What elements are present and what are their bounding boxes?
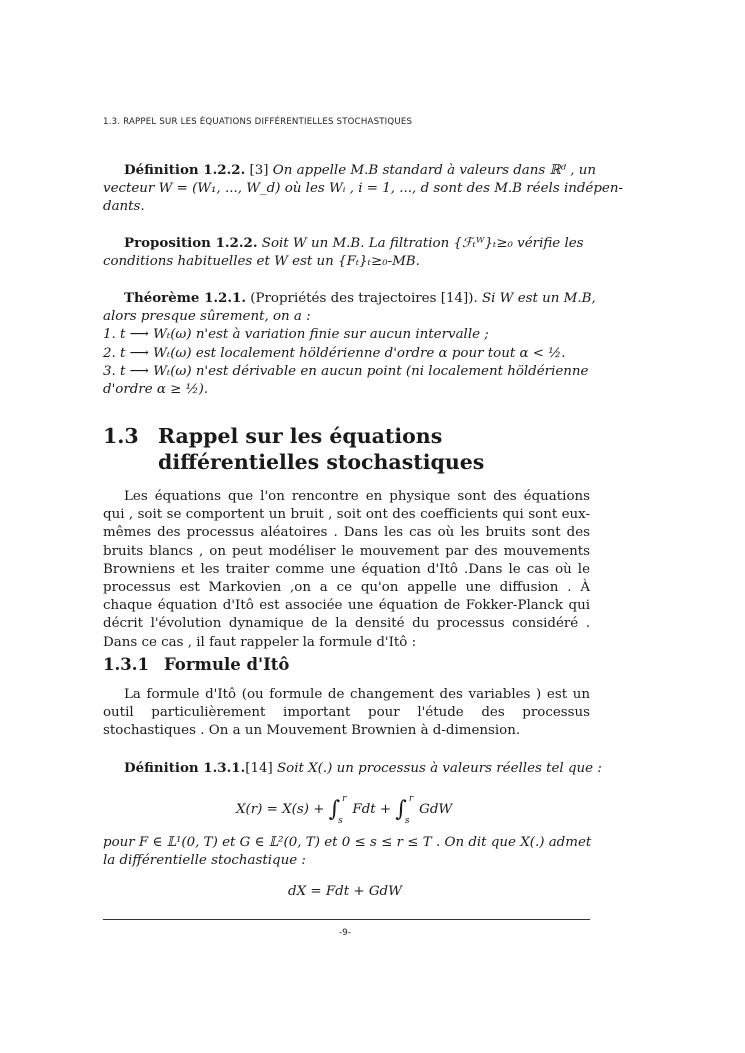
definition-label: Définition 1.2.2. xyxy=(124,162,246,178)
section-number: 1.3 xyxy=(103,424,139,448)
equation-lhs: X(r) = X(s) + xyxy=(236,802,329,817)
proposition-1-2-2 xyxy=(103,234,590,271)
theorem-item-2: 2. t ⟶ Wₜ(ω) est localement höldérienne d'ordre α pour tout α < ½. xyxy=(103,345,566,361)
subsection-title: Formule d'Itô xyxy=(164,655,290,674)
subsection-paragraph: La formule d'Itô (ou formule de changement des variables ) est un outil particulièrement important pour l'étude des processus stochastiques . On a un Mouvement Brownien à d-dimension. xyxy=(103,687,590,739)
theorem-1-2-1 xyxy=(103,289,596,399)
section-title: Rappel sur les équations différentielles stochastiques xyxy=(158,424,485,474)
definition-line-2: vecteur W = (W₁, ..., W_d) où les Wᵢ , i = 1, ..., d sont des M.B réels indépen- xyxy=(103,181,623,197)
integral-sign-2: ∫ xyxy=(395,797,407,822)
integral-2-lower: s xyxy=(404,815,410,826)
integral-2-upper: r xyxy=(408,793,414,804)
integral-1-upper: r xyxy=(342,793,347,804)
section-paragraph: Les équations que l'on rencontre en physique sont des équations qui , soit se comportent un bruit , soit ont des coefficients qui sont eux-mêmes des processus aléatoires . Dans les cas où les bruits sont des bruits blancs , on peut modéliser le mouvement par des mouvements Browniens et les traiter comme une équation d'Itô .Dans le cas où le processus est Markovien ,on a ce qu'on appelle une diffusion . À chaque équation d'Itô est associée une équation de Fokker-Planck qui décrit l'évolution dynamique de la densité du processus considéré . Dans ce cas , il faut rappeler la formule d'Itô : xyxy=(103,489,590,650)
theorem-item-3-cont: d'ordre α ≥ ½). xyxy=(103,382,209,398)
theorem-item-3: 3. t ⟶ Wₜ(ω) n'est dérivable en aucun point (ni localement höldérienne xyxy=(103,363,589,379)
stochastic-differential: dX = Fdt + GdW xyxy=(288,884,402,899)
proposition-line-1: Soit W un M.B. La filtration {ℱₜᵂ}ₜ≥₀ vérifie les xyxy=(257,236,584,251)
page-number: -9- xyxy=(338,928,352,938)
proposition-line-2: conditions habituelles et W est un {Fₜ}ₜ≥₀-MB. xyxy=(103,254,420,270)
integral-1-lower: s xyxy=(338,815,343,826)
definition-1-2-2 xyxy=(103,161,623,217)
definition-131-after-line-2: la différentielle stochastique : xyxy=(103,853,306,869)
definition-ref: [3] xyxy=(245,163,269,178)
definition-131-text: Soit X(.) un processus à valeurs réelles tel que : xyxy=(272,761,602,776)
integral-2-body: GdW xyxy=(414,802,453,817)
proposition-label: Proposition 1.2.2. xyxy=(124,235,258,251)
theorem-label: Théorème 1.2.1. xyxy=(124,290,247,306)
subsection-number: 1.3.1 xyxy=(103,655,149,674)
definition-131-ref: [14] xyxy=(245,761,273,776)
running-head: 1.3. RAPPEL SUR LES ÉQUATIONS DIFFÉRENTIELLES STOCHASTIQUES xyxy=(103,117,413,127)
integral-1-body: Fdt + xyxy=(348,802,396,817)
integral-sign-1: ∫ xyxy=(328,797,341,822)
definition-131-label: Définition 1.3.1. xyxy=(124,760,246,776)
integral-equation xyxy=(236,793,453,826)
definition-line-3: dants. xyxy=(103,199,145,215)
theorem-line-1: Si W est un M.B, xyxy=(477,291,596,306)
footer-rule xyxy=(103,919,590,920)
definition-131-after xyxy=(103,834,590,870)
theorem-line-2: alors presque sûrement, on a : xyxy=(103,309,311,325)
definition-131-after-line-1: pour F ∈ 𝕃¹(0, T) et G ∈ 𝕃²(0, T) et 0 ≤ s ≤ r ≤ T . On dit que X(.) admet xyxy=(103,835,592,850)
definition-1-3-1 xyxy=(103,759,602,778)
definition-line-1: On appelle M.B standard à valeurs dans ℝᵈ , un xyxy=(268,163,597,178)
theorem-item-1: 1. t ⟶ Wₜ(ω) n'est à variation finie sur aucun intervalle ; xyxy=(103,327,489,343)
theorem-title: (Propriétés des trajectoires [14]). xyxy=(246,291,478,306)
